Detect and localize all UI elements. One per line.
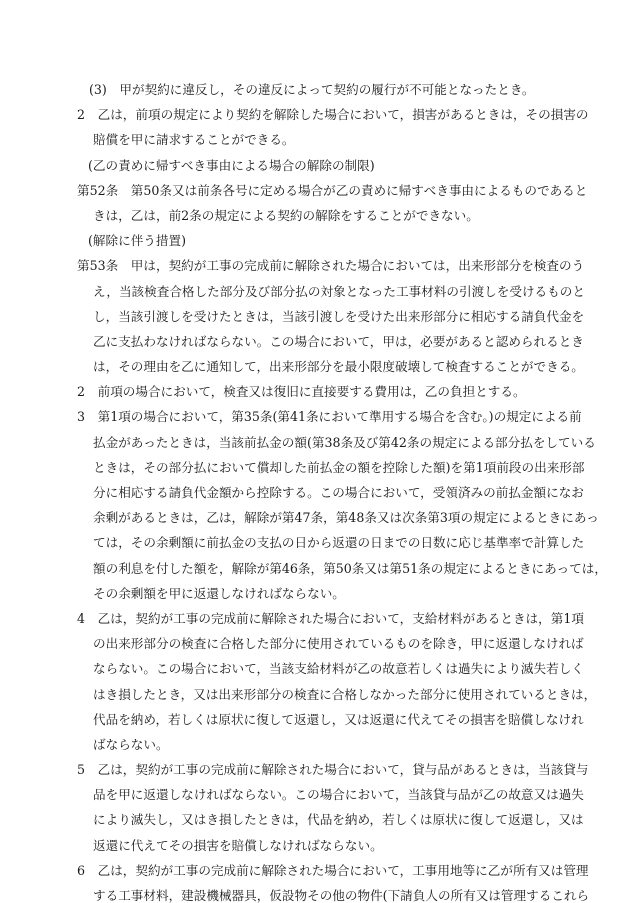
text-line: 乙に支払わなければならない。この場合において，甲は，必要があると認められるとき bbox=[93, 333, 584, 349]
text-line: は，その理由を乙に通知して，出来形部分を最小限度破壊して検査することができる。 bbox=[93, 359, 584, 375]
article-block bbox=[0, 253, 630, 379]
text-line: (解除に伴う措置) bbox=[88, 233, 186, 249]
text-line: 第53条 甲は，契約が工事の完成前に解除された場合においては，出来形部分を検査のう bbox=[77, 258, 585, 274]
paragraph-block bbox=[0, 757, 630, 858]
text-line: 額の利息を付した額を，解除が第46条，第50条又は第51条の規定によるときにあっては， bbox=[93, 560, 607, 576]
text-line: ては，その余剰額に前払金の支払の日から返還の日までの日数に応じ基準率で計算した bbox=[93, 535, 585, 551]
text-line: (3) 甲が契約に違反し，その違反によって契約の履行が不可能となったとき。 bbox=[89, 82, 535, 97]
text-line: 第52条 第50条又は前条各号に定める場合が乙の責めに帰すべき事由によるものであると bbox=[77, 182, 588, 198]
text-line: 2 前項の場合において，検査又は復旧に直接要する費用は，乙の負担とする。 bbox=[77, 384, 526, 400]
text-line: きは，乙は，前2条の規定による契約の解除をすることができない。 bbox=[93, 207, 479, 223]
text-line: 6 乙は，契約が工事の完成前に解除された場合において，工事用地等に乙が所有又は管理 bbox=[77, 862, 589, 878]
text-line: の出来形部分の検査に合格した部分に使用されているものを除き，甲に返還しなければ bbox=[93, 636, 584, 652]
paragraph-block bbox=[0, 404, 630, 606]
text-line: 5 乙は，契約が工事の完成前に解除された場合において，貸与品があるときは，当該貸与 bbox=[77, 762, 589, 778]
paragraph-block bbox=[0, 102, 630, 152]
text-line: 品を甲に返還しなければならない。この場合において，当該貸与品が乙の故意又は過失 bbox=[93, 787, 584, 803]
text-line: ならない。この場合において，当該支給材料が乙の故意若しくは過失により滅失若しく bbox=[93, 661, 584, 677]
article-block bbox=[0, 178, 630, 228]
text-line: 4 乙は，契約が工事の完成前に解除された場合において，支給材料があるときは，第1項 bbox=[77, 610, 584, 626]
sub-item-block bbox=[0, 77, 630, 102]
text-line: 代品を納め，若しくは原状に復して返還し，又は返還に代えてその損害を賠償しなけれ bbox=[93, 711, 584, 727]
article-caption-block bbox=[0, 153, 630, 178]
text-line: 賠償を甲に請求することができる。 bbox=[93, 132, 295, 148]
text-line: その余剰額を甲に返還しなければならない。 bbox=[93, 585, 345, 601]
article-caption-block bbox=[0, 228, 630, 253]
text-line: (乙の責めに帰すべき事由による場合の解除の制限) bbox=[88, 157, 375, 173]
text-line: 2 乙は，前項の規定により契約を解除した場合において，損害があるときは，その損害の bbox=[77, 107, 589, 123]
paragraph-block bbox=[0, 379, 630, 404]
text-line: する工事材料，建設機械器具，仮設物その他の物件(下請負人の所有又は管理するこれら bbox=[93, 888, 590, 903]
paragraph-block bbox=[0, 858, 630, 903]
text-line: 分に相応する請負代金額から控除する。この場合において，受領済みの前払金額になお bbox=[93, 485, 584, 500]
text-line: はき損したとき，又は出来形部分の検査に合格しなかった部分に使用されているときは， bbox=[93, 686, 597, 702]
contract-text-body bbox=[0, 77, 630, 903]
text-line: 払金があったときは，当該前払金の額(第38条及び第42条の規定による部分払をしている bbox=[93, 434, 596, 450]
text-line: ときは，その部分払において償却した前払金の額を控除した額)を第1項前段の出来形部 bbox=[93, 459, 585, 475]
text-line: 余剰があるときは，乙は，解除が第47条，第48条又は次条第3項の規定によるときにあっ bbox=[93, 510, 599, 526]
text-line: し，当該引渡しを受けたときは，当該引渡しを受けた出来形部分に相応する請負代金を bbox=[93, 308, 585, 324]
text-line: により滅失し，又はき損したときは，代品を納め，若しくは原状に復して返還し，又は bbox=[93, 812, 584, 828]
text-line: 3 第1項の場合において，第35条(第41条において準用する場合を含む。)の規定による前 bbox=[77, 409, 582, 425]
paragraph-block bbox=[0, 606, 630, 757]
text-line: 返還に代えてその損害を賠償しなければならない。 bbox=[93, 837, 383, 853]
text-line: ばならない。 bbox=[93, 736, 169, 752]
text-line: え，当該検査合格した部分及び部分払の対象となった工事材料の引渡しを受けるものと bbox=[93, 283, 585, 299]
